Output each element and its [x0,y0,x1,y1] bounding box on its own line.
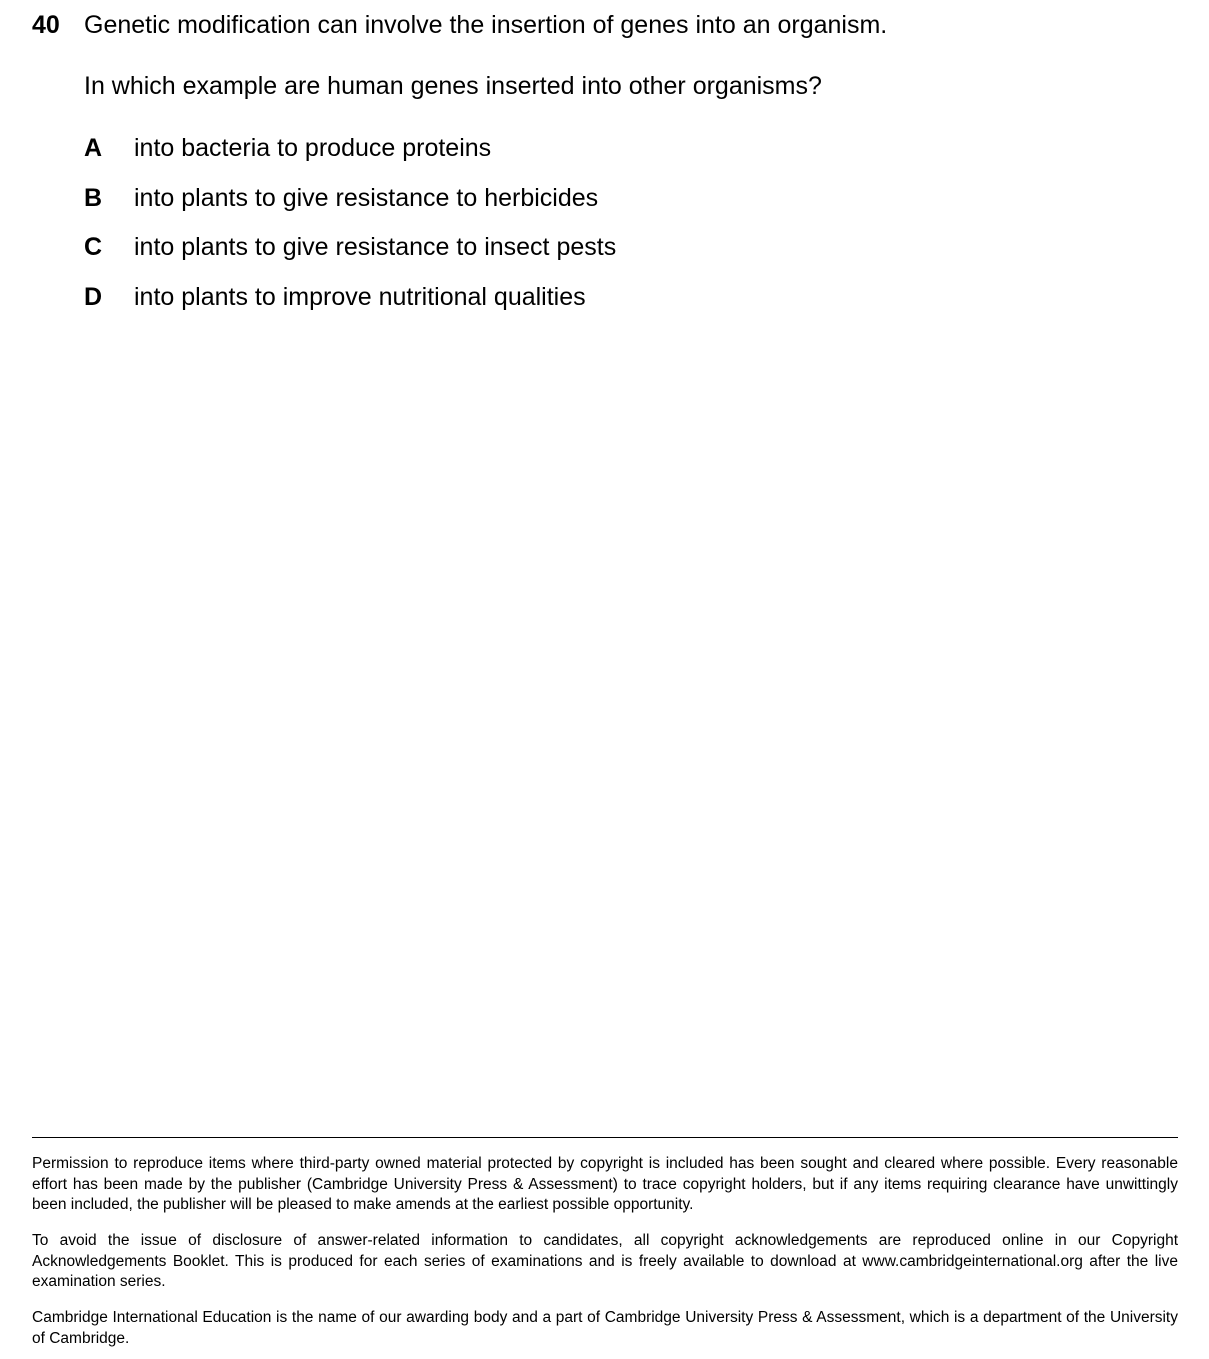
option-letter: D [84,283,103,311]
option-text: into bacteria to produce proteins [134,134,492,162]
option-letter: A [84,134,103,162]
copyright-acknowledgements-note: To avoid the issue of disclosure of answer-related information to candidates, all copyright acknowledgements are reproduced online in our Copyright Acknowledgements Booklet. This is produced for each series of examinations and is freely available to download at www.cambridgeinternational.org after the live examination series. [32,1232,1178,1290]
question-number: 40 [32,11,60,39]
option-letter: C [84,233,103,261]
question-stem: Genetic modification can involve the insertion of genes into an organism. [84,11,888,39]
option-text: into plants to give resistance to herbicides [134,184,599,212]
option-text: into plants to give resistance to insect pests [134,233,617,261]
awarding-body-note: Cambridge International Education is the name of our awarding body and a part of Cambridge University Press & Assessment, which is a department of the University of Cambridge. [32,1309,1178,1347]
copyright-permission-note: Permission to reproduce items where third-party owned material protected by copyright is included has been sought and cleared where possible. Every reasonable effort has been made by the publisher (Cambridge University Press & Assessment) to trace copyright holders, but if any items requiring clearance have unwittingly been included, the publisher will be pleased to make amends at the earliest possible opportunity. [32,1155,1178,1213]
option-letter: B [84,184,103,212]
question-prompt: In which example are human genes inserted into other organisms? [84,72,822,100]
option-text: into plants to improve nutritional qualities [134,283,586,311]
footer-divider [32,1137,1178,1138]
